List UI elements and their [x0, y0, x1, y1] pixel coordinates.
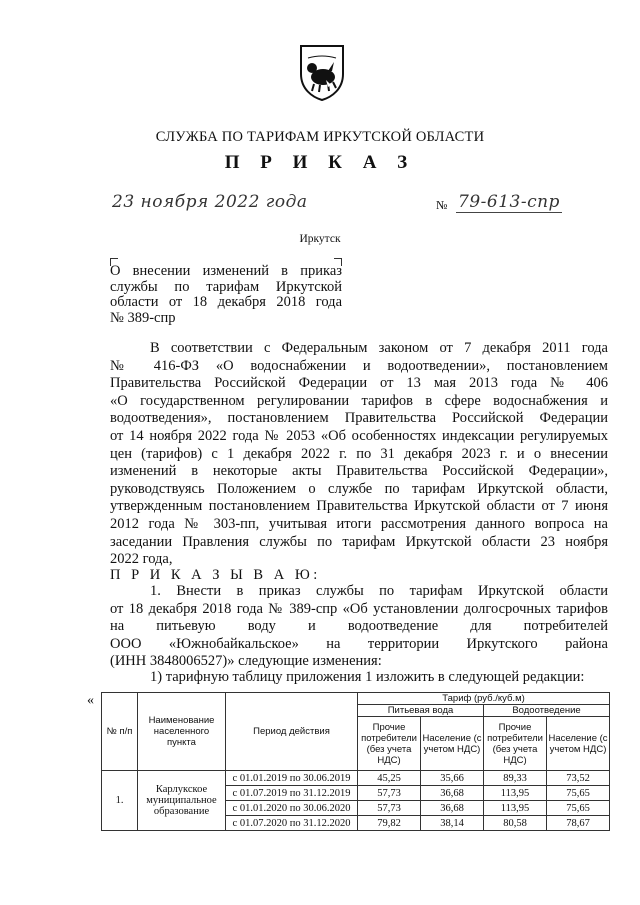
body-line: 2012 года № 303-пп, учитывая итоги рассмотрения данного вопроса на	[110, 515, 608, 532]
body-line: 1. Внести в приказ службы по тарифам Иркутской области	[150, 583, 608, 599]
header-sewage: Водоотведение	[484, 705, 610, 717]
body-line: «О государственном регулировании тарифов в сфере водоснабжения и	[110, 392, 608, 409]
sewage-population-cell: 78,67	[547, 816, 610, 831]
coat-of-arms-icon	[298, 44, 346, 102]
row-number: 1.	[102, 771, 138, 831]
body-line: заседании Правления службы по тарифам Иркутской области 23 ноября	[110, 533, 608, 550]
period-cell: с 01.07.2019 по 31.12.2019	[226, 786, 358, 801]
body-line: от 18 декабря 2018 года № 389-спр «Об установлении долгосрочных тарифов	[110, 600, 608, 617]
sewage-population-cell: 75,65	[547, 786, 610, 801]
body-line: (ИНН 3848006527)» следующие изменения:	[110, 653, 382, 670]
body-line: ООО «Южнобайкальское» на территории Иркутского района	[110, 635, 608, 652]
header-water-other: Прочие потребители (без учета НДС)	[358, 717, 421, 771]
item-1-paragraph	[110, 583, 608, 671]
handwritten-date: 23 ноября 2022 года	[112, 192, 308, 212]
header-sewage-population: Население (с учетом НДС)	[547, 717, 610, 771]
water-population-cell: 38,14	[421, 816, 484, 831]
item-1-1: 1) тарифную таблицу приложения 1 изложить в следующей редакции:	[150, 669, 585, 685]
water-other-cell: 57,73	[358, 801, 421, 816]
body-line: от 14 ноября 2022 года № 2053 «Об особенностях индексации регулируемых	[110, 427, 608, 444]
subject-line: службы по тарифам Иркутской	[110, 278, 342, 295]
header-tariff: Тариф (руб./куб.м)	[358, 693, 610, 705]
body-line: утвержденным постановлением Правительства Иркутской области от 7 июня	[110, 498, 608, 515]
sewage-other-cell: 89,33	[484, 771, 547, 786]
document-type-title: П Р И К А З	[224, 152, 416, 173]
period-cell: с 01.01.2020 по 30.06.2020	[226, 801, 358, 816]
body-line: цен (тарифов) с 1 декабря 2022 г. по 31 декабря 2023 г. и о внесении	[110, 445, 608, 462]
organization-name: СЛУЖБА ПО ТАРИФАМ ИРКУТСКОЙ ОБЛАСТИ	[155, 129, 485, 145]
sewage-other-cell: 113,95	[484, 786, 547, 801]
subject-block	[110, 264, 342, 326]
header-period: Период действия	[226, 693, 358, 771]
handwritten-number: 79-613-спр	[458, 192, 560, 212]
sewage-other-cell: 113,95	[484, 801, 547, 816]
decree-word: П Р И К А З Ы В А Ю:	[110, 567, 321, 583]
sewage-other-cell: 80,58	[484, 816, 547, 831]
water-other-cell: 57,73	[358, 786, 421, 801]
sewage-population-cell: 75,65	[547, 801, 610, 816]
header-settlement: Наименование населенного пункта	[138, 693, 226, 771]
header-sewage-other: Прочие потребители (без учета НДС)	[484, 717, 547, 771]
table-row	[102, 771, 610, 786]
subject-line: области от 18 декабря 2018 года	[110, 294, 342, 310]
header-drinking-water: Питьевая вода	[358, 705, 484, 717]
settlement-name: Карлукское муниципальное образование	[138, 771, 226, 831]
subject-line: № 389-спр	[110, 309, 176, 326]
period-cell: с 01.07.2020 по 31.12.2020	[226, 816, 358, 831]
subject-line: О внесении изменений в приказ	[110, 263, 342, 279]
water-other-cell: 45,25	[358, 771, 421, 786]
city-name: Иркутск	[299, 233, 341, 245]
body-line: водоотведения», постановлением Правительства Российской Федерации	[110, 410, 608, 427]
body-line: на питьевую воду и водоотведение для потребителей	[110, 618, 608, 635]
open-quote: «	[87, 693, 94, 708]
body-line: Правительства Российской Федерации от 13 мая 2013 года № 406	[110, 375, 608, 392]
body-line: В соответствии с Федеральным законом от 7 декабря 2011 года	[150, 340, 608, 356]
sewage-population-cell: 73,52	[547, 771, 610, 786]
body-line: 2022 года,	[110, 551, 173, 568]
header-water-population: Население (с учетом НДС)	[421, 717, 484, 771]
water-population-cell: 35,66	[421, 771, 484, 786]
preamble-paragraph	[110, 340, 608, 569]
body-line: изменений в некоторые акты Правительства Российской Федерации»,	[110, 463, 608, 480]
header-number: № п/п	[102, 693, 138, 771]
water-population-cell: 36,68	[421, 801, 484, 816]
period-cell: с 01.01.2019 по 30.06.2019	[226, 771, 358, 786]
tariff-table	[101, 692, 610, 831]
water-population-cell: 36,68	[421, 786, 484, 801]
body-line: руководствуясь Положением о службе по тарифам Иркутской области,	[110, 480, 608, 497]
water-other-cell: 79,82	[358, 816, 421, 831]
number-label: №	[436, 198, 448, 212]
body-line: № 416-ФЗ «О водоснабжении и водоотведении», постановлением	[110, 357, 608, 374]
